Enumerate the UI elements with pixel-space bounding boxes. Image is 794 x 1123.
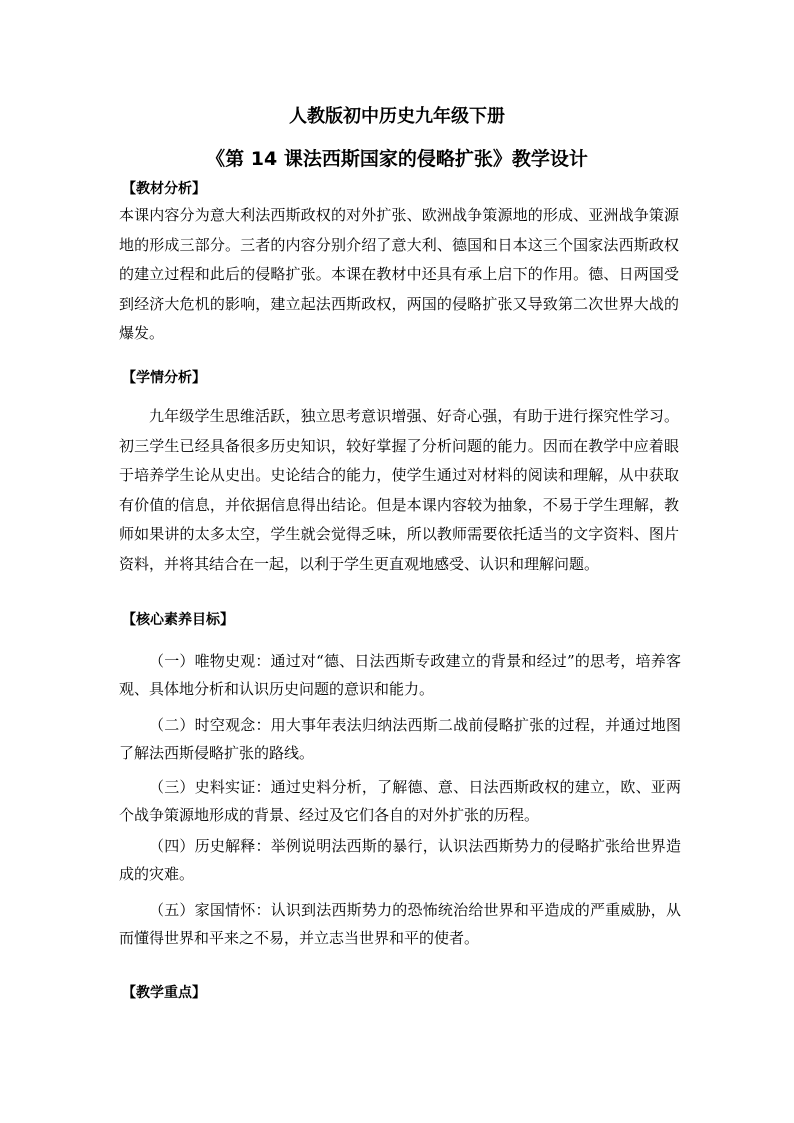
section-heading-key-points: 【教学重点】	[122, 985, 206, 1001]
core-goal-item-5: （五）家国情怀：认识到法西斯势力的恐怖统治给世界和平造成的严重威胁，从而懂得世界和平来之不易，并立志当世界和平的使者。	[119, 901, 681, 947]
core-goal-item-4: （四）历史解释：举例说明法西斯的暴行，认识法西斯势力的侵略扩张给世界造成的灾难。	[119, 837, 681, 883]
core-goal-item-1: （一）唯物史观：通过对“德、日法西斯专政建立的背景和经过”的思考，培养客观、具体地分析和认识历史问题的意识和能力。	[119, 652, 681, 698]
textbook-analysis-paragraph: 本课内容分为意大利法西斯政权的对外扩张、欧洲战争策源地的形成、亚洲战争策源地的形成三部分。三者的内容分别介绍了意大利、德国和日本这三个国家法西斯政权的建立过程和此后的侵略扩张。本课在教材中还具有承上启下的作用。德、日两国受到经济大危机的影响，建立起法西斯政权，两国的侵略扩张又导致第二次世界大战的爆发。	[119, 206, 679, 342]
student-analysis-paragraph: 九年级学生思维活跃，独立思考意识增强、好奇心强，有助于进行探究性学习。初三学生已经具备很多历史知识，较好掌握了分析问题的能力。因而在教学中应着眼于培养学生论从史出。史论结合的能力，使学生通过对材料的阅读和理解，从中获取有价值的信息，并依据信息得出结论。但是本课内容较为抽象，不易于学生理解，教师如果讲的太多太空，学生就会觉得乏味，所以教师需要依托适当的文字资料、图片资料，并将其结合在一起，以利于学生更直观地感受、认识和理解问题。	[119, 407, 679, 573]
core-goal-item-3: （三）史料实证：通过史料分析，了解德、意、日法西斯政权的建立，欧、亚两个战争策源地形成的背景、经过及它们各自的对外扩张的历程。	[119, 778, 681, 824]
document-title-line1: 人教版初中历史九年级下册	[289, 106, 505, 127]
core-goal-item-2: （二）时空观念：用大事年表法归纳法西斯二战前侵略扩张的过程，并通过地图了解法西斯侵略扩张的路线。	[119, 716, 681, 762]
section-heading-textbook-analysis: 【教材分析】	[122, 181, 206, 197]
section-heading-student-analysis: 【学情分析】	[122, 370, 206, 386]
document-title-line2: 《第 14 课法西斯国家的侵略扩张》教学设计	[206, 148, 588, 170]
section-heading-core-goals: 【核心素养目标】	[122, 612, 234, 628]
